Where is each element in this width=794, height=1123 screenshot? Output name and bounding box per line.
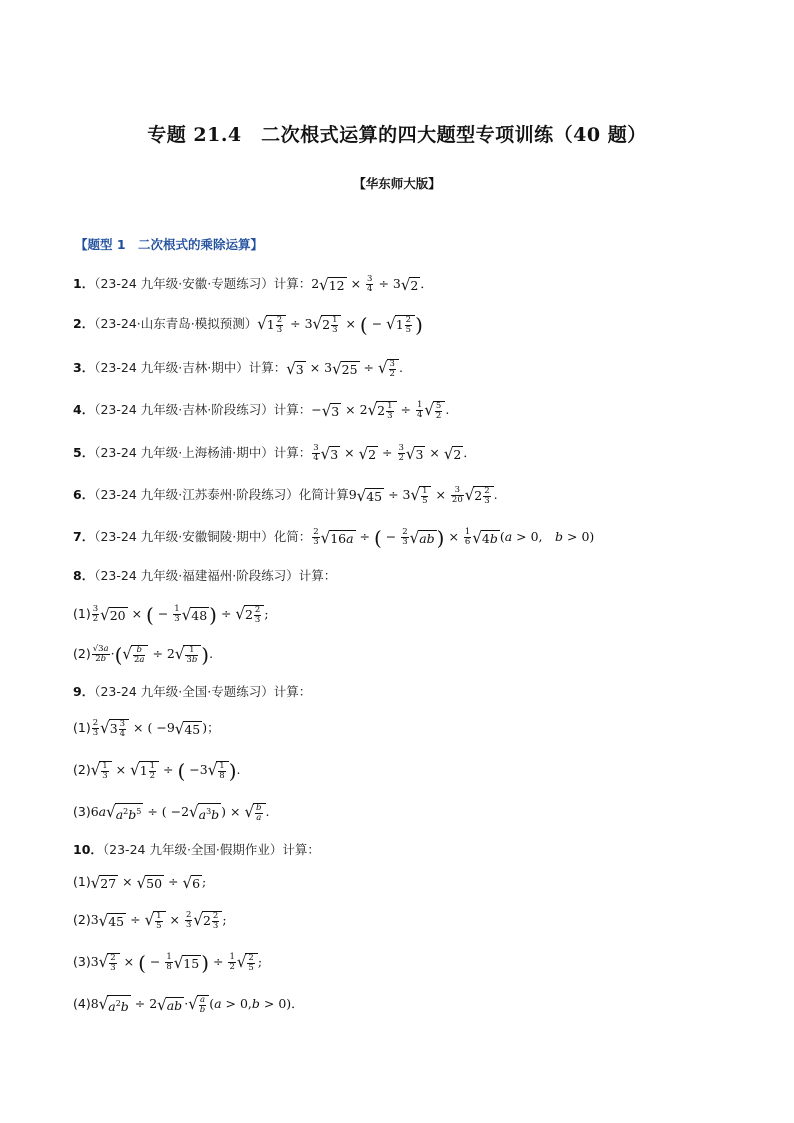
part-label: (1) — [73, 720, 91, 735]
math-expression: √1 $\frac{2}{3}$ ÷ 3√2 $\frac{1}{3}$ × ( − √1 $\frac{2}{5}$ ) — [257, 312, 423, 337]
problem-source: （23-24 九年级·全国·专题练习）计算： — [94, 684, 312, 699]
problem-source: （23-24 九年级·吉林·期中）计算： — [94, 360, 287, 375]
math-expression: $8√a^2b \div 2√ab$ ·√ $\frac{a}{b}$ (a > 0,b > 0)． — [90, 994, 304, 1015]
problem-2 — [73, 314, 423, 335]
problem-source: （23-24 九年级·江苏泰州·阶段练习）化简计算 — [94, 487, 349, 502]
part-label: (1) — [73, 606, 91, 621]
problem-9-part-1 — [73, 718, 220, 739]
problem-8-part-1 — [73, 604, 269, 625]
part-label: (2) — [73, 762, 91, 777]
problem-5 — [73, 443, 476, 464]
problem-1 — [73, 274, 433, 295]
math-expression: 2√12 × $\frac{3}{4}$ ÷ 3√2 ． — [311, 274, 433, 294]
math-expression: $\frac{2}{3}$ √3 $\frac{3}{4}$ × ( −9√45 )； — [92, 718, 220, 739]
section-heading: 【题型 1 二次根式的乘除运算】 — [75, 237, 264, 252]
problem-source: （23-24 九年级·上海杨浦·期中）计算： — [94, 445, 312, 460]
part-label: (2) — [73, 912, 91, 927]
math-expression: √ $\frac{1}{3}$ × √1 $\frac{1}{2}$ ÷ ( −3√ $\frac{1}{8}$ ). — [90, 758, 241, 783]
problem-number: 9． — [73, 684, 95, 699]
problem-6 — [73, 485, 498, 506]
part-label: (3) — [73, 954, 91, 969]
problem-8-part-2 — [73, 644, 213, 665]
problem-number: 2． — [73, 316, 95, 331]
edition-label: 【华东师大版】 — [353, 176, 441, 191]
math-expression: $\frac{√3a}{2b}$ ·(√ $\frac{b}{2a}$ ÷ 2√ $\frac{1}{3b}$ ). — [92, 642, 214, 667]
math-expression: −√3 × 2√2 $\frac{1}{3}$ ÷ $\frac{1}{4}$ √ $\frac{5}{2}$ . — [311, 400, 450, 421]
problem-9 — [73, 682, 311, 702]
problem-3 — [73, 358, 403, 379]
math-expression: 3√45 ÷ √ $\frac{1}{5}$ × $\frac{2}{3}$ √2 $\frac{2}{3}$ ; — [90, 910, 227, 931]
page-title: 专题 21.4 二次根式运算的四大题型专项训练（40 题） — [147, 124, 647, 146]
problem-7 — [73, 527, 594, 548]
math-expression: 9√45 ÷ 3√ $\frac{1}{5}$ × $\frac{3}{20}$ √2 $\frac{2}{3}$ . — [348, 485, 498, 506]
problem-9-part-2 — [73, 760, 240, 781]
problem-10-part-3 — [73, 952, 262, 973]
problem-9-part-3 — [73, 802, 269, 823]
problem-number: 8． — [73, 568, 95, 583]
problem-source: （23-24 九年级·福建福州·阶段练习）计算： — [94, 568, 337, 583]
problem-8 — [73, 566, 336, 586]
problem-10-part-2 — [73, 910, 227, 931]
part-label: (4) — [73, 996, 91, 1011]
math-expression: $\frac{2}{3}$ √16a ÷ ( − $\frac{2}{3}$ √ab ) × $\frac{1}{6}$ √4b (a > 0, b > 0) — [313, 525, 595, 550]
problem-10-part-4 — [73, 994, 304, 1015]
problem-source: （23-24 九年级·吉林·阶段练习）计算： — [94, 402, 312, 417]
math-expression: $6a√a^2b^5$ ÷ ( $-2√a^3b$ ) × √ $\frac{b}{a}$ . — [90, 802, 270, 823]
math-expression: $\frac{3}{2}$ √20 × ( − $\frac{1}{3}$ √48 ) ÷ √2 $\frac{2}{3}$ ; — [92, 602, 269, 627]
problem-source: （23-24·山东青岛·模拟预测） — [94, 316, 258, 331]
problem-number: 5． — [73, 445, 95, 460]
part-label: (2) — [73, 646, 91, 661]
math-expression: √3 × 3√25 ÷ √ $\frac{3}{2}$ . — [286, 358, 403, 379]
math-expression: √27 × √50 ÷ √6 ; — [90, 873, 207, 892]
part-label: (3) — [73, 804, 91, 819]
part-label: (1) — [73, 874, 91, 889]
problem-10 — [73, 840, 320, 860]
problem-number: 10． — [73, 842, 103, 857]
problem-10-part-1 — [73, 872, 206, 893]
problem-number: 3． — [73, 360, 95, 375]
math-expression: $\frac{3}{4}$ √3 × √2 ÷ $\frac{3}{2}$ √3 × √2 ． — [313, 443, 476, 463]
math-expression: 3√ $\frac{2}{3}$ × ( − $\frac{1}{8}$ √15 ) ÷ $\frac{1}{2}$ √ $\frac{2}{5}$ ; — [90, 950, 263, 975]
problem-source: （23-24 九年级·安徽·专题练习）计算： — [94, 276, 312, 291]
problem-source: （23-24 九年级·安徽铜陵·期中）化简： — [94, 529, 312, 544]
problem-number: 4． — [73, 402, 95, 417]
problem-number: 7． — [73, 529, 95, 544]
problem-number: 1． — [73, 276, 95, 291]
problem-source: （23-24 九年级·全国·假期作业）计算： — [102, 842, 320, 857]
problem-number: 6． — [73, 487, 95, 502]
problem-4 — [73, 400, 449, 421]
